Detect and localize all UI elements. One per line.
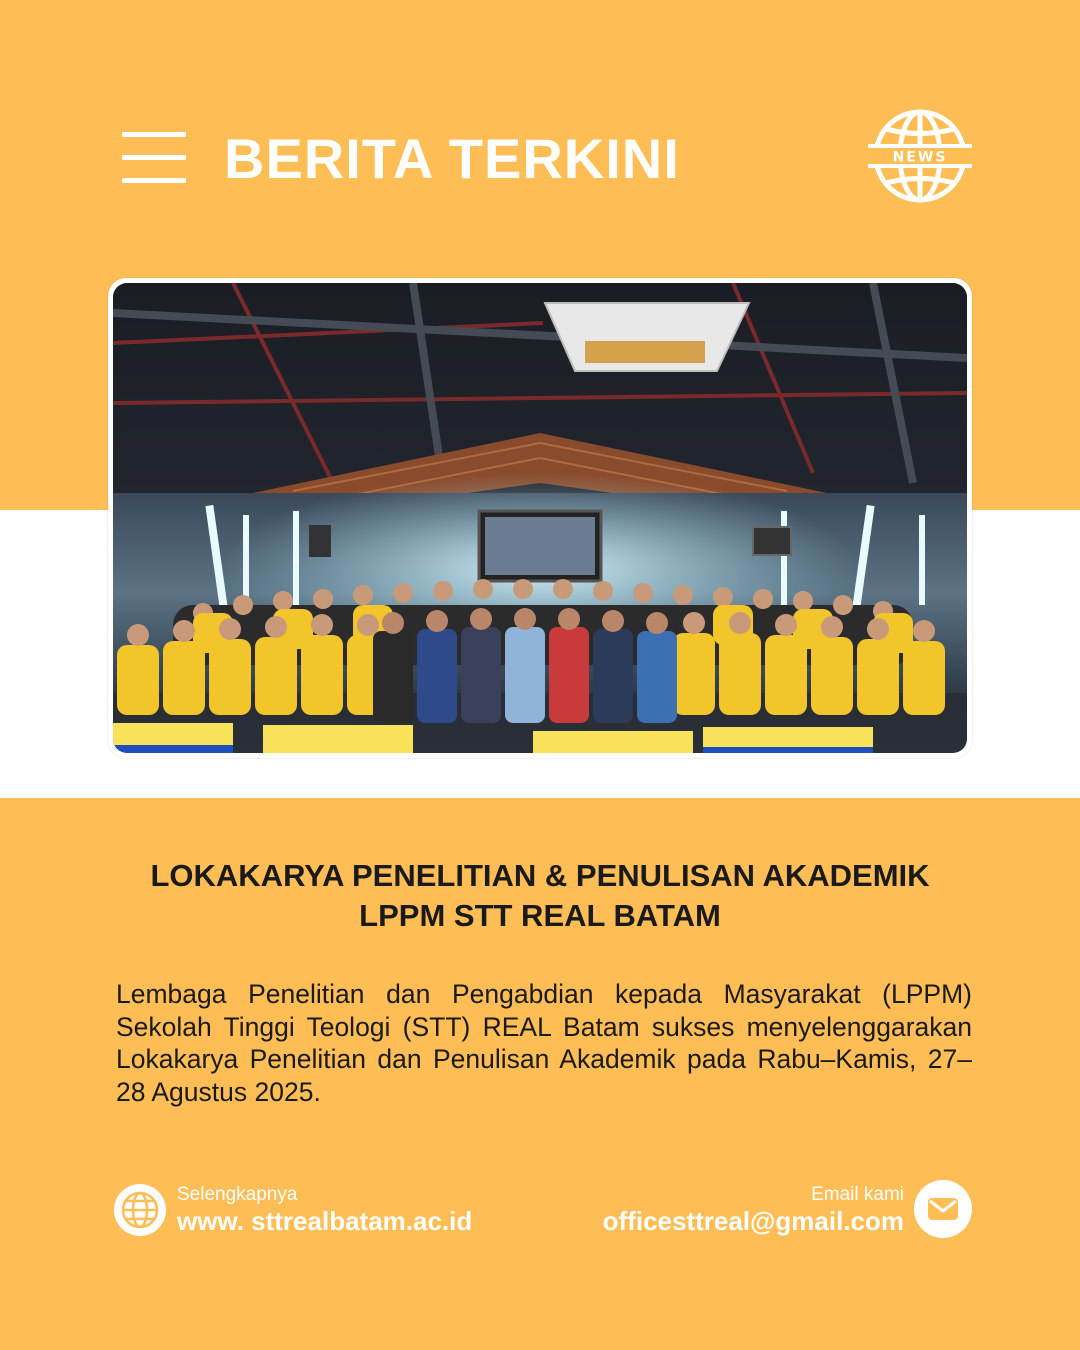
headline — [0, 856, 1080, 936]
email-label: Email kami — [811, 1184, 904, 1205]
mail-icon[interactable] — [914, 1180, 972, 1238]
menu-icon[interactable] — [122, 132, 186, 184]
headline-line-2: LPPM STT REAL BATAM — [359, 898, 721, 933]
globe-icon[interactable] — [114, 1184, 166, 1236]
email-link[interactable]: officesttreal@gmail.com — [602, 1206, 904, 1236]
news-globe-icon — [866, 106, 974, 206]
website-link[interactable]: www. sttrealbatam.ac.id — [177, 1206, 473, 1236]
headline-line-1: LOKAKARYA PENELITIAN & PENULISAN AKADEMIK — [150, 858, 930, 893]
page-title: BERITA TERKINI — [224, 127, 680, 190]
article-body: Lembaga Penelitian dan Pengabdian kepada Masyarakat (LPPM) Sekolah Tinggi Teologi (STT) REAL Batam sukses menyelenggarakan Lokakarya Penelitian dan Penulisan Akademik pada Rabu–Kamis, 27–28 Agustus 2025. — [116, 979, 972, 1107]
website-label: Selengkapnya — [177, 1184, 298, 1205]
group-photo — [113, 283, 967, 753]
photo-frame — [108, 278, 972, 758]
news-badge-text: NEWS — [892, 149, 948, 166]
